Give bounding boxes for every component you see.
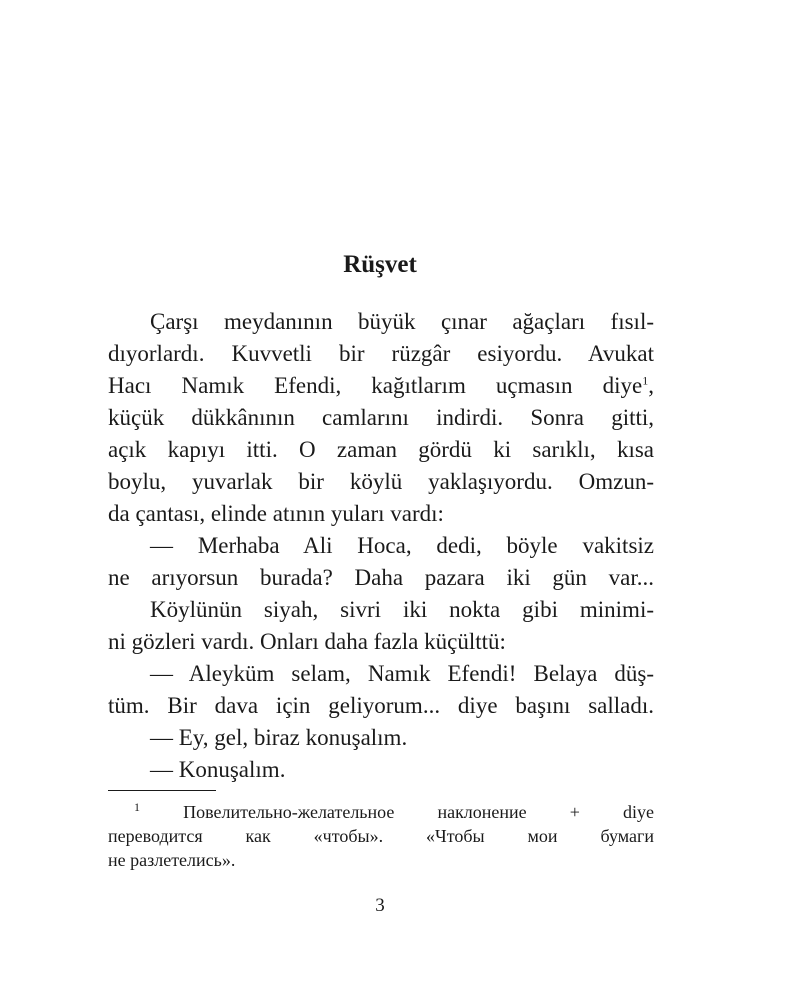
footnote-line: не разлетелись».: [108, 850, 236, 870]
text-line: Köylünün siyah, sivri iki nokta gibi minimi-: [150, 597, 654, 622]
dialogue-line: — Ey, gel, biraz konuşalım.: [150, 725, 408, 750]
footnote-line: [134, 800, 654, 824]
text-line: dıyorlardı. Kuvvetli bir rüzgâr esiyordu. Avukat: [108, 341, 654, 366]
text-fragment: Hacı Namık Efendi, kağıtlarım uçmasın diye: [108, 373, 643, 398]
dialogue-line: — Aleyküm selam, Namık Efendi! Belaya düş-: [150, 661, 654, 686]
text-line: ne arıyorsun burada? Daha pazara iki gün var...: [108, 565, 654, 590]
text-line: küçük dükkânının camlarını indirdi. Sonra gitti,: [108, 405, 654, 430]
text-line: boylu, yuvarlak bir köylü yaklaşıyordu. Omzun-: [108, 469, 654, 494]
chapter-title: Rüşvet: [343, 251, 417, 278]
footnote-separator: [108, 790, 216, 791]
footnote-marker: 1: [134, 800, 140, 814]
dialogue-line: — Konuşalım.: [150, 757, 286, 782]
footnote-text: Повелительно-желательное наклонение + diye: [183, 802, 654, 822]
page-number: 3: [375, 895, 385, 916]
text-fragment: ,: [648, 373, 654, 398]
text-line: açık kapıyı itti. O zaman gördü ki sarıklı, kısa: [108, 437, 654, 462]
text-line: ni gözleri vardı. Onları daha fazla küçülttü:: [108, 629, 506, 654]
text-line: da çantası, elinde atının yuları vardı:: [108, 501, 444, 526]
text-line: Çarşı meydanının büyük çınar ağaçları fısıl-: [150, 309, 654, 334]
footnote-line: переводится как «чтобы». «Чтобы мои бумаги: [108, 826, 654, 846]
text-line: tüm. Bir dava için geliyorum... diye başını salladı.: [108, 693, 654, 718]
footnote-reference: 1: [642, 373, 649, 388]
text-line-with-footnote-ref: [108, 370, 654, 402]
dialogue-line: — Merhaba Ali Hoca, dedi, böyle vakitsiz: [150, 533, 654, 558]
